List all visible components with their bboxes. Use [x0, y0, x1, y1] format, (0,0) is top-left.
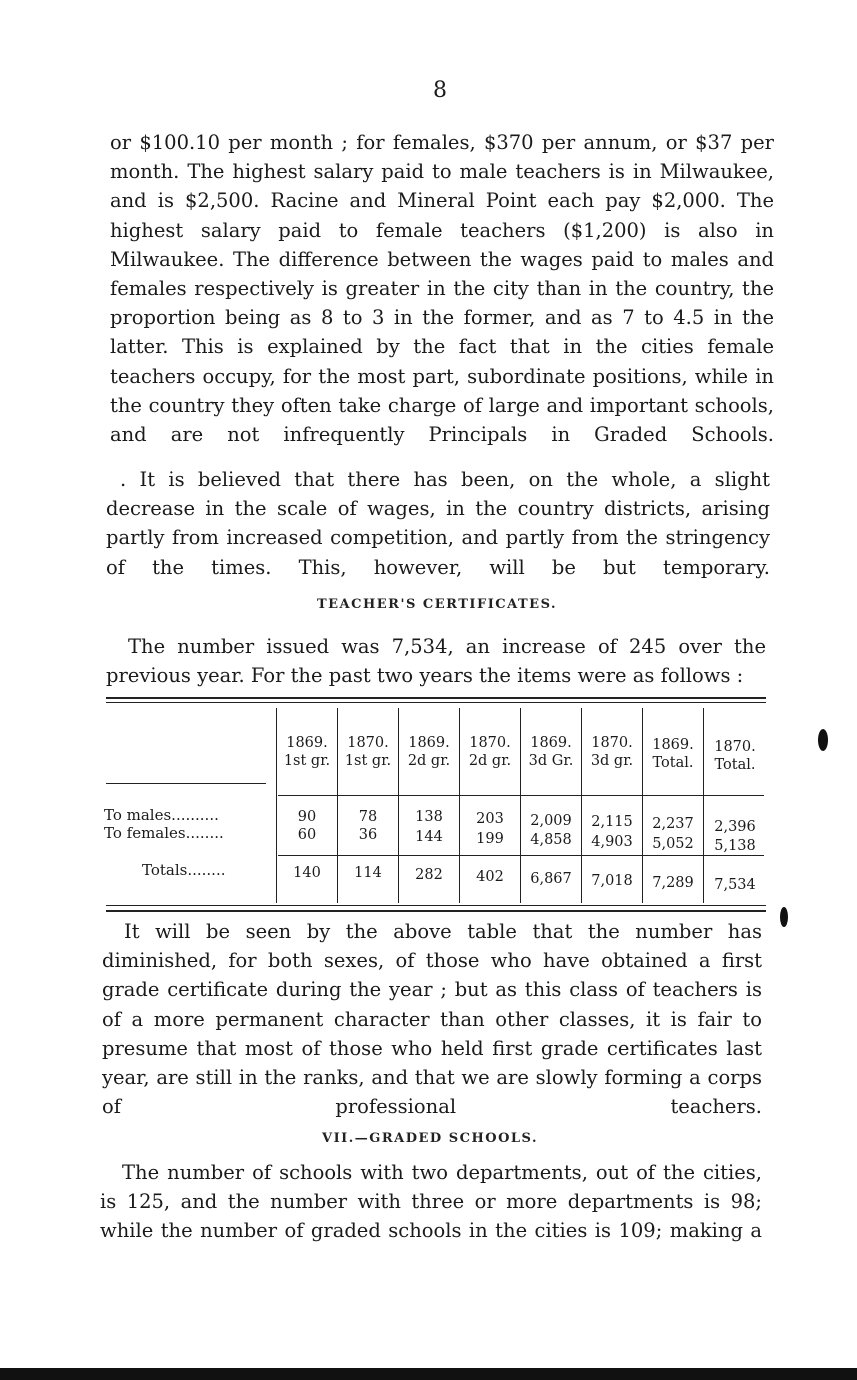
column-header-total: Total. [652, 755, 694, 771]
page-number: 8 [433, 78, 447, 103]
table-cell: 2,237 [652, 816, 694, 832]
column-header-grade: 3d Gr. [528, 753, 574, 769]
table-total-cell: 282 [415, 867, 443, 883]
table-total-cell: 6,867 [530, 871, 572, 887]
column-header-year: 1869. [408, 735, 450, 751]
column-header-grade: 1st gr. [344, 753, 392, 769]
table-cell: 144 [415, 829, 443, 845]
column-header-year: 1869. [286, 735, 328, 751]
row-label-males: To males.......... [104, 806, 219, 824]
table-total-cell: 7,289 [652, 875, 694, 891]
table-top-rule-inner [106, 702, 766, 703]
header-underline [106, 783, 266, 784]
table-bottom-rule-inner [106, 905, 766, 906]
table-top-rule [106, 697, 766, 699]
paragraph-salaries: or $100.10 per month ; for females, $370 per annum, or $37 per month. The highest salary paid to male teachers is in Milwaukee, and is $2,500. Racine and Mineral Point each pay $2,000. The highest salary paid to female teachers ($1,200) is also in Milwaukee. The difference between the wages paid to males and females respectively is greater in the city than in the country, the proportion being as 8 to 3 in the former, and as 7 to 4.5 in the latter. This is explained by the fact that in the cities female teachers occupy, for the most part, subordinate positions, while in the country they often take charge of large and important schools, and are not infrequently Principals in Graded Schools. [110, 131, 774, 447]
column-header-year: 1870. [591, 735, 633, 751]
column-header-year: 1869. [652, 737, 694, 753]
column-header-year: 1870. [347, 735, 389, 751]
heading-graded-schools: VII.—GRADED SCHOOLS. [321, 1131, 538, 1146]
scan-edge-bar [0, 1368, 857, 1380]
table-bottom-rule [106, 910, 766, 912]
column-header-year: 1870. [714, 739, 756, 755]
table-cell: 78 [358, 809, 378, 825]
column-header-total: Total. [714, 757, 756, 773]
table-cell: 5,138 [714, 838, 756, 854]
row-label-totals: Totals........ [142, 861, 226, 879]
table-cell: 4,903 [591, 834, 633, 850]
heading-teachers-certificates: TEACHER'S CERTIFICATES. [316, 597, 558, 612]
ink-blot [818, 729, 828, 751]
table-cell: 36 [358, 827, 378, 843]
paragraph-graded-schools: The number of schools with two departments, out of the cities, is 125, and the number with three or more departments is 98; while the number of graded schools in the cities is 109; making a [100, 1161, 762, 1243]
table-cell: 138 [415, 809, 443, 825]
ink-blot [780, 907, 788, 927]
table-cell: 2,396 [714, 819, 756, 835]
table-total-cell: 140 [293, 865, 321, 881]
table-cell: 203 [476, 811, 504, 827]
table-cell: 5,052 [652, 836, 694, 852]
column-header-grade: 1st gr. [283, 753, 331, 769]
table-total-cell: 7,018 [591, 873, 633, 889]
table-total-cell: 7,534 [714, 877, 756, 893]
column-header-grade: 2d gr. [407, 753, 451, 769]
column-header-grade: 2d gr. [468, 753, 512, 769]
table-cell: 90 [297, 809, 317, 825]
table-cell: 60 [297, 827, 317, 843]
table-total-cell: 114 [354, 865, 382, 881]
table-cell: 2,115 [591, 814, 633, 830]
table-cell: 4,858 [530, 832, 572, 848]
column-header-year: 1869. [530, 735, 572, 751]
table-cell: 2,009 [530, 813, 572, 829]
column-header-year: 1870. [469, 735, 511, 751]
paragraph-certificates-issued: The number issued was 7,534, an increase of 245 over the previous year. For the past two years the items were as follows : [106, 635, 766, 688]
table-total-cell: 402 [476, 869, 504, 885]
row-label-females: To females........ [104, 824, 224, 842]
paragraph-wages-decrease: . It is believed that there has been, on the whole, a slight decrease in the scale of wages, in the country districts, arising partly from increased competition, and partly from the stringency of the times. This, however, will be but temporary. [106, 468, 770, 579]
paragraph-table-analysis: It will be seen by the above table that the number has diminished, for both sexes, of those who have obtained a first grade certificate during the year ; but as this class of teachers is of a more permanent character than other classes, it is fair to presume that most of those who held first grade certificates last year, are still in the ranks, and that we are slowly forming a corps of professional teachers. [102, 920, 762, 1119]
table-cell: 199 [476, 831, 504, 847]
column-header-grade: 3d gr. [590, 753, 634, 769]
